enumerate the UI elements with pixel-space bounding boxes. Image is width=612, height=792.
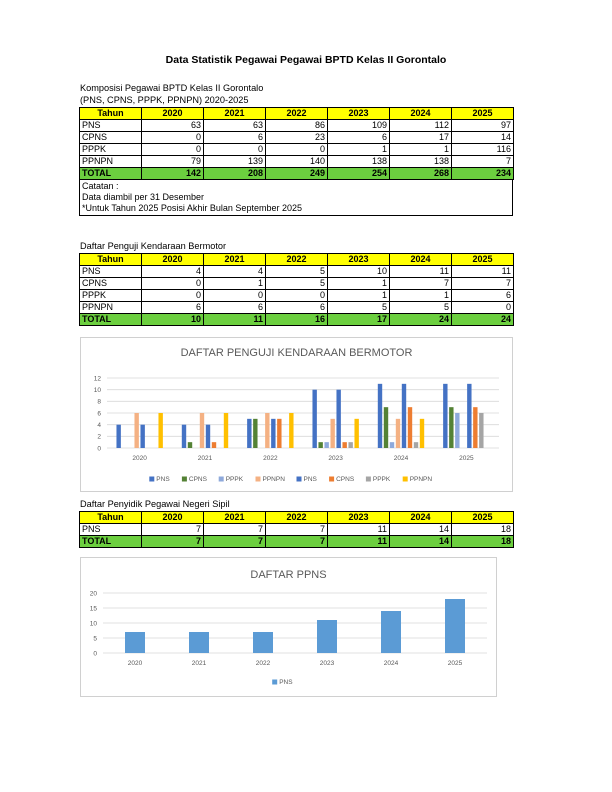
table-cell: 23: [266, 132, 328, 144]
legend-swatch: [366, 477, 371, 482]
bar-pns-2021: [182, 425, 186, 448]
bar-ppnpn-2022: [289, 413, 293, 448]
row-label: PNS: [80, 266, 142, 278]
row-label: CPNS: [80, 132, 142, 144]
bar-pns-2024: [378, 384, 382, 448]
table-row: [80, 156, 514, 168]
total-cell: 208: [204, 168, 266, 180]
chart-title: DAFTAR PENGUJI KENDARAAN BERMOTOR: [180, 347, 413, 359]
column-header: 2022: [266, 254, 328, 266]
table-cell: 0: [142, 132, 204, 144]
komposisi-table: [79, 107, 514, 180]
legend-label: PPPK: [225, 476, 244, 483]
penguji-chart-svg: [81, 338, 512, 491]
y-tick-label: 10: [89, 620, 97, 628]
y-tick-label: 6: [97, 410, 101, 418]
legend-swatch: [256, 477, 261, 482]
table-cell: 6: [204, 302, 266, 314]
table-cell: 6: [452, 290, 514, 302]
table-cell: 6: [328, 132, 390, 144]
total-cell: 24: [390, 314, 452, 326]
komposisi-caption: [80, 82, 263, 106]
bar-pns-2022: [247, 419, 251, 448]
table-cell: 5: [390, 302, 452, 314]
table-cell: 11: [328, 524, 390, 536]
komposisi-caption-line1: Komposisi Pegawai BPTD Kelas II Gorontalo: [80, 83, 264, 93]
note-line: Data diambil per 31 Desember: [82, 192, 205, 202]
y-tick-label: 2: [97, 433, 101, 441]
table-cell: 1: [390, 144, 452, 156]
penguji-caption: Daftar Penguji Kendaraan Bermotor: [80, 241, 227, 251]
bar-pns-2021: [189, 632, 209, 653]
bar-pns-2023: [312, 390, 316, 448]
bar-pppk-2023: [348, 442, 352, 448]
table-cell: 97: [452, 120, 514, 132]
y-tick-label: 8: [97, 398, 101, 406]
x-tick-label: 2022: [255, 660, 271, 667]
table-cell: 1: [390, 290, 452, 302]
total-cell: 249: [266, 168, 328, 180]
bar-pns-2020: [116, 425, 120, 448]
table-cell: 0: [204, 144, 266, 156]
table-cell: 5: [266, 266, 328, 278]
column-header: 2024: [390, 108, 452, 120]
table-row: [80, 120, 514, 132]
table-cell: 0: [142, 144, 204, 156]
x-tick-label: 2025: [447, 660, 463, 667]
table-cell: 5: [266, 278, 328, 290]
table-cell: 1: [328, 278, 390, 290]
legend-swatch: [149, 477, 154, 482]
komposisi-header-row: [80, 108, 514, 120]
legend-label: CPNS: [188, 476, 207, 483]
ppns-chart: [80, 557, 497, 697]
column-header: 2025: [452, 108, 514, 120]
legend-label: PPNPN: [262, 476, 285, 483]
table-cell: 11: [390, 266, 452, 278]
column-header: 2023: [328, 254, 390, 266]
total-row: [80, 168, 514, 180]
bar-pppk-2024: [414, 442, 418, 448]
table-cell: 6: [142, 302, 204, 314]
bar-ppnpn-2023: [330, 419, 334, 448]
table-row: [80, 278, 514, 290]
ppns-caption: Daftar Penyidik Pegawai Negeri Sipil: [80, 499, 230, 509]
row-label: PPNPN: [80, 302, 142, 314]
total-cell: 7: [142, 536, 204, 548]
bar-cpns-2023: [342, 442, 346, 448]
total-cell: 14: [390, 536, 452, 548]
column-header: Tahun: [80, 108, 142, 120]
column-header: Tahun: [80, 512, 142, 524]
ppns-chart-svg: [81, 558, 496, 696]
y-tick-label: 10: [93, 386, 101, 394]
bar-pns-2025: [467, 384, 471, 448]
x-tick-label: 2024: [393, 455, 409, 462]
table-cell: 10: [328, 266, 390, 278]
column-header: 2020: [142, 254, 204, 266]
row-label: PPPK: [80, 144, 142, 156]
table-cell: 140: [266, 156, 328, 168]
bar-pns-2023: [317, 620, 337, 653]
komposisi-notes: [79, 180, 513, 216]
bar-ppnpn-2020: [134, 413, 138, 448]
x-tick-label: 2023: [328, 455, 343, 462]
ppns-table: [79, 511, 514, 548]
komposisi-caption-line2: (PNS, CPNS, PPPK, PPNPN) 2020-2025: [80, 95, 249, 105]
bar-cpns-2021: [188, 442, 192, 448]
column-header: 2023: [328, 108, 390, 120]
column-header: 2022: [266, 108, 328, 120]
komposisi-table-wrap: [79, 107, 514, 216]
x-tick-label: 2021: [197, 455, 213, 462]
bar-ppnpn-2024: [420, 419, 424, 448]
legend-swatch: [297, 477, 302, 482]
total-cell: 16: [266, 314, 328, 326]
table-cell: 14: [452, 132, 514, 144]
column-header: 2024: [390, 512, 452, 524]
legend-swatch: [219, 477, 224, 482]
column-header: Tahun: [80, 254, 142, 266]
table-cell: 0: [142, 278, 204, 290]
column-header: 2025: [452, 512, 514, 524]
legend-label: PPPK: [372, 476, 391, 483]
bar-pns-2021: [206, 425, 210, 448]
table-cell: 18: [452, 524, 514, 536]
row-label: CPNS: [80, 278, 142, 290]
y-tick-label: 5: [93, 635, 97, 643]
total-cell: 11: [328, 536, 390, 548]
table-cell: 7: [390, 278, 452, 290]
bar-cpns-2022: [277, 419, 281, 448]
table-row: [80, 266, 514, 278]
total-cell: 7: [204, 536, 266, 548]
column-header: 2020: [142, 512, 204, 524]
table-cell: 1: [328, 290, 390, 302]
table-row: [80, 132, 514, 144]
legend-swatch: [329, 477, 334, 482]
x-tick-label: 2022: [263, 455, 278, 462]
row-label: PNS: [80, 120, 142, 132]
bar-pppk-2024: [390, 442, 394, 448]
row-label: PPPK: [80, 290, 142, 302]
total-row: [80, 536, 514, 548]
table-cell: 0: [266, 290, 328, 302]
column-header: 2021: [204, 512, 266, 524]
table-cell: 17: [390, 132, 452, 144]
table-cell: 14: [390, 524, 452, 536]
bar-cpns-2025: [449, 407, 453, 448]
total-cell: 24: [452, 314, 514, 326]
y-tick-label: 20: [89, 590, 97, 598]
bar-pppk-2025: [479, 413, 483, 448]
bar-cpns-2024: [384, 407, 388, 448]
bar-pns-2022: [271, 419, 275, 448]
legend-label: PPNPN: [409, 476, 433, 483]
bar-cpns-2021: [212, 442, 216, 448]
column-header: 2020: [142, 108, 204, 120]
table-cell: 139: [204, 156, 266, 168]
table-cell: 7: [452, 278, 514, 290]
chart-title: DAFTAR PPNS: [250, 569, 327, 581]
page-title: Data Statistik Pegawai Pegawai BPTD Kelas II Gorontalo: [165, 54, 447, 66]
table-cell: 6: [266, 302, 328, 314]
legend-swatch: [403, 477, 408, 482]
column-header: 2024: [390, 254, 452, 266]
bar-cpns-2023: [318, 442, 322, 448]
x-tick-label: 2021: [191, 660, 207, 667]
penguji-chart: [80, 337, 513, 492]
total-row: [80, 314, 514, 326]
bar-pns-2022: [253, 632, 273, 653]
ppns-table-wrap: [79, 511, 514, 548]
table-cell: 7: [204, 524, 266, 536]
table-row: [80, 524, 514, 536]
table-cell: 116: [452, 144, 514, 156]
total-cell: 17: [328, 314, 390, 326]
table-cell: 1: [328, 144, 390, 156]
table-cell: 4: [142, 266, 204, 278]
table-cell: 0: [266, 144, 328, 156]
table-cell: 5: [328, 302, 390, 314]
y-tick-label: 0: [97, 445, 101, 453]
bar-ppnpn-2023: [354, 419, 358, 448]
bar-pppk-2025: [455, 413, 459, 448]
table-cell: 7: [266, 524, 328, 536]
penguji-header-row: [80, 254, 514, 266]
penguji-table-wrap: [79, 253, 514, 326]
table-cell: 63: [204, 120, 266, 132]
bar-pppk-2023: [324, 442, 328, 448]
total-cell: 234: [452, 168, 514, 180]
total-label: TOTAL: [80, 536, 142, 548]
total-cell: 142: [142, 168, 204, 180]
table-row: [80, 302, 514, 314]
x-tick-label: 2025: [459, 455, 474, 462]
table-cell: 7: [142, 524, 204, 536]
legend-label: CPNS: [336, 476, 355, 483]
ppns-header-row: [80, 512, 514, 524]
bar-pns-2023: [336, 390, 340, 448]
x-tick-label: 2023: [319, 660, 335, 667]
y-tick-label: 4: [97, 421, 101, 429]
column-header: 2022: [266, 512, 328, 524]
total-cell: 254: [328, 168, 390, 180]
table-cell: 109: [328, 120, 390, 132]
column-header: 2021: [204, 108, 266, 120]
bar-ppnpn-2021: [200, 413, 204, 448]
table-row: [80, 290, 514, 302]
bar-ppnpn-2020: [158, 413, 162, 448]
bar-ppnpn-2022: [265, 413, 269, 448]
bar-cpns-2024: [408, 407, 412, 448]
column-header: 2025: [452, 254, 514, 266]
x-tick-label: 2020: [132, 455, 147, 462]
legend-label: PNS: [303, 476, 317, 483]
legend-label: PNS: [156, 476, 170, 483]
table-cell: 7: [452, 156, 514, 168]
legend-swatch: [272, 680, 277, 685]
table-cell: 79: [142, 156, 204, 168]
y-tick-label: 15: [89, 605, 97, 613]
total-cell: 10: [142, 314, 204, 326]
table-cell: 1: [204, 278, 266, 290]
total-cell: 11: [204, 314, 266, 326]
column-header: 2023: [328, 512, 390, 524]
total-label: TOTAL: [80, 168, 142, 180]
column-header: 2021: [204, 254, 266, 266]
table-cell: 4: [204, 266, 266, 278]
table-cell: 86: [266, 120, 328, 132]
row-label: PPNPN: [80, 156, 142, 168]
bar-cpns-2022: [253, 419, 257, 448]
bar-ppnpn-2021: [224, 413, 228, 448]
table-cell: 0: [142, 290, 204, 302]
bar-pns-2020: [140, 425, 144, 448]
table-cell: 0: [204, 290, 266, 302]
note-line: Catatan :: [82, 181, 119, 191]
x-tick-label: 2020: [127, 660, 143, 667]
table-cell: 138: [390, 156, 452, 168]
y-tick-label: 0: [93, 650, 97, 658]
bar-ppnpn-2024: [396, 419, 400, 448]
penguji-table: [79, 253, 514, 326]
table-cell: 6: [204, 132, 266, 144]
bar-pns-2024: [402, 384, 406, 448]
legend-swatch: [182, 477, 187, 482]
bar-pns-2025: [445, 599, 465, 653]
row-label: PNS: [80, 524, 142, 536]
x-tick-label: 2024: [383, 660, 399, 667]
table-cell: 11: [452, 266, 514, 278]
total-label: TOTAL: [80, 314, 142, 326]
table-cell: 0: [452, 302, 514, 314]
bar-pns-2025: [443, 384, 447, 448]
y-tick-label: 12: [93, 375, 101, 383]
total-cell: 268: [390, 168, 452, 180]
table-cell: 138: [328, 156, 390, 168]
table-cell: 112: [390, 120, 452, 132]
bar-cpns-2025: [473, 407, 477, 448]
total-cell: 18: [452, 536, 514, 548]
total-cell: 7: [266, 536, 328, 548]
note-line: *Untuk Tahun 2025 Posisi Akhir Bulan September 2025: [82, 203, 302, 213]
bar-pns-2024: [381, 611, 401, 653]
table-row: [80, 144, 514, 156]
legend-label: PNS: [279, 679, 293, 686]
table-cell: 63: [142, 120, 204, 132]
bar-pns-2020: [125, 632, 145, 653]
